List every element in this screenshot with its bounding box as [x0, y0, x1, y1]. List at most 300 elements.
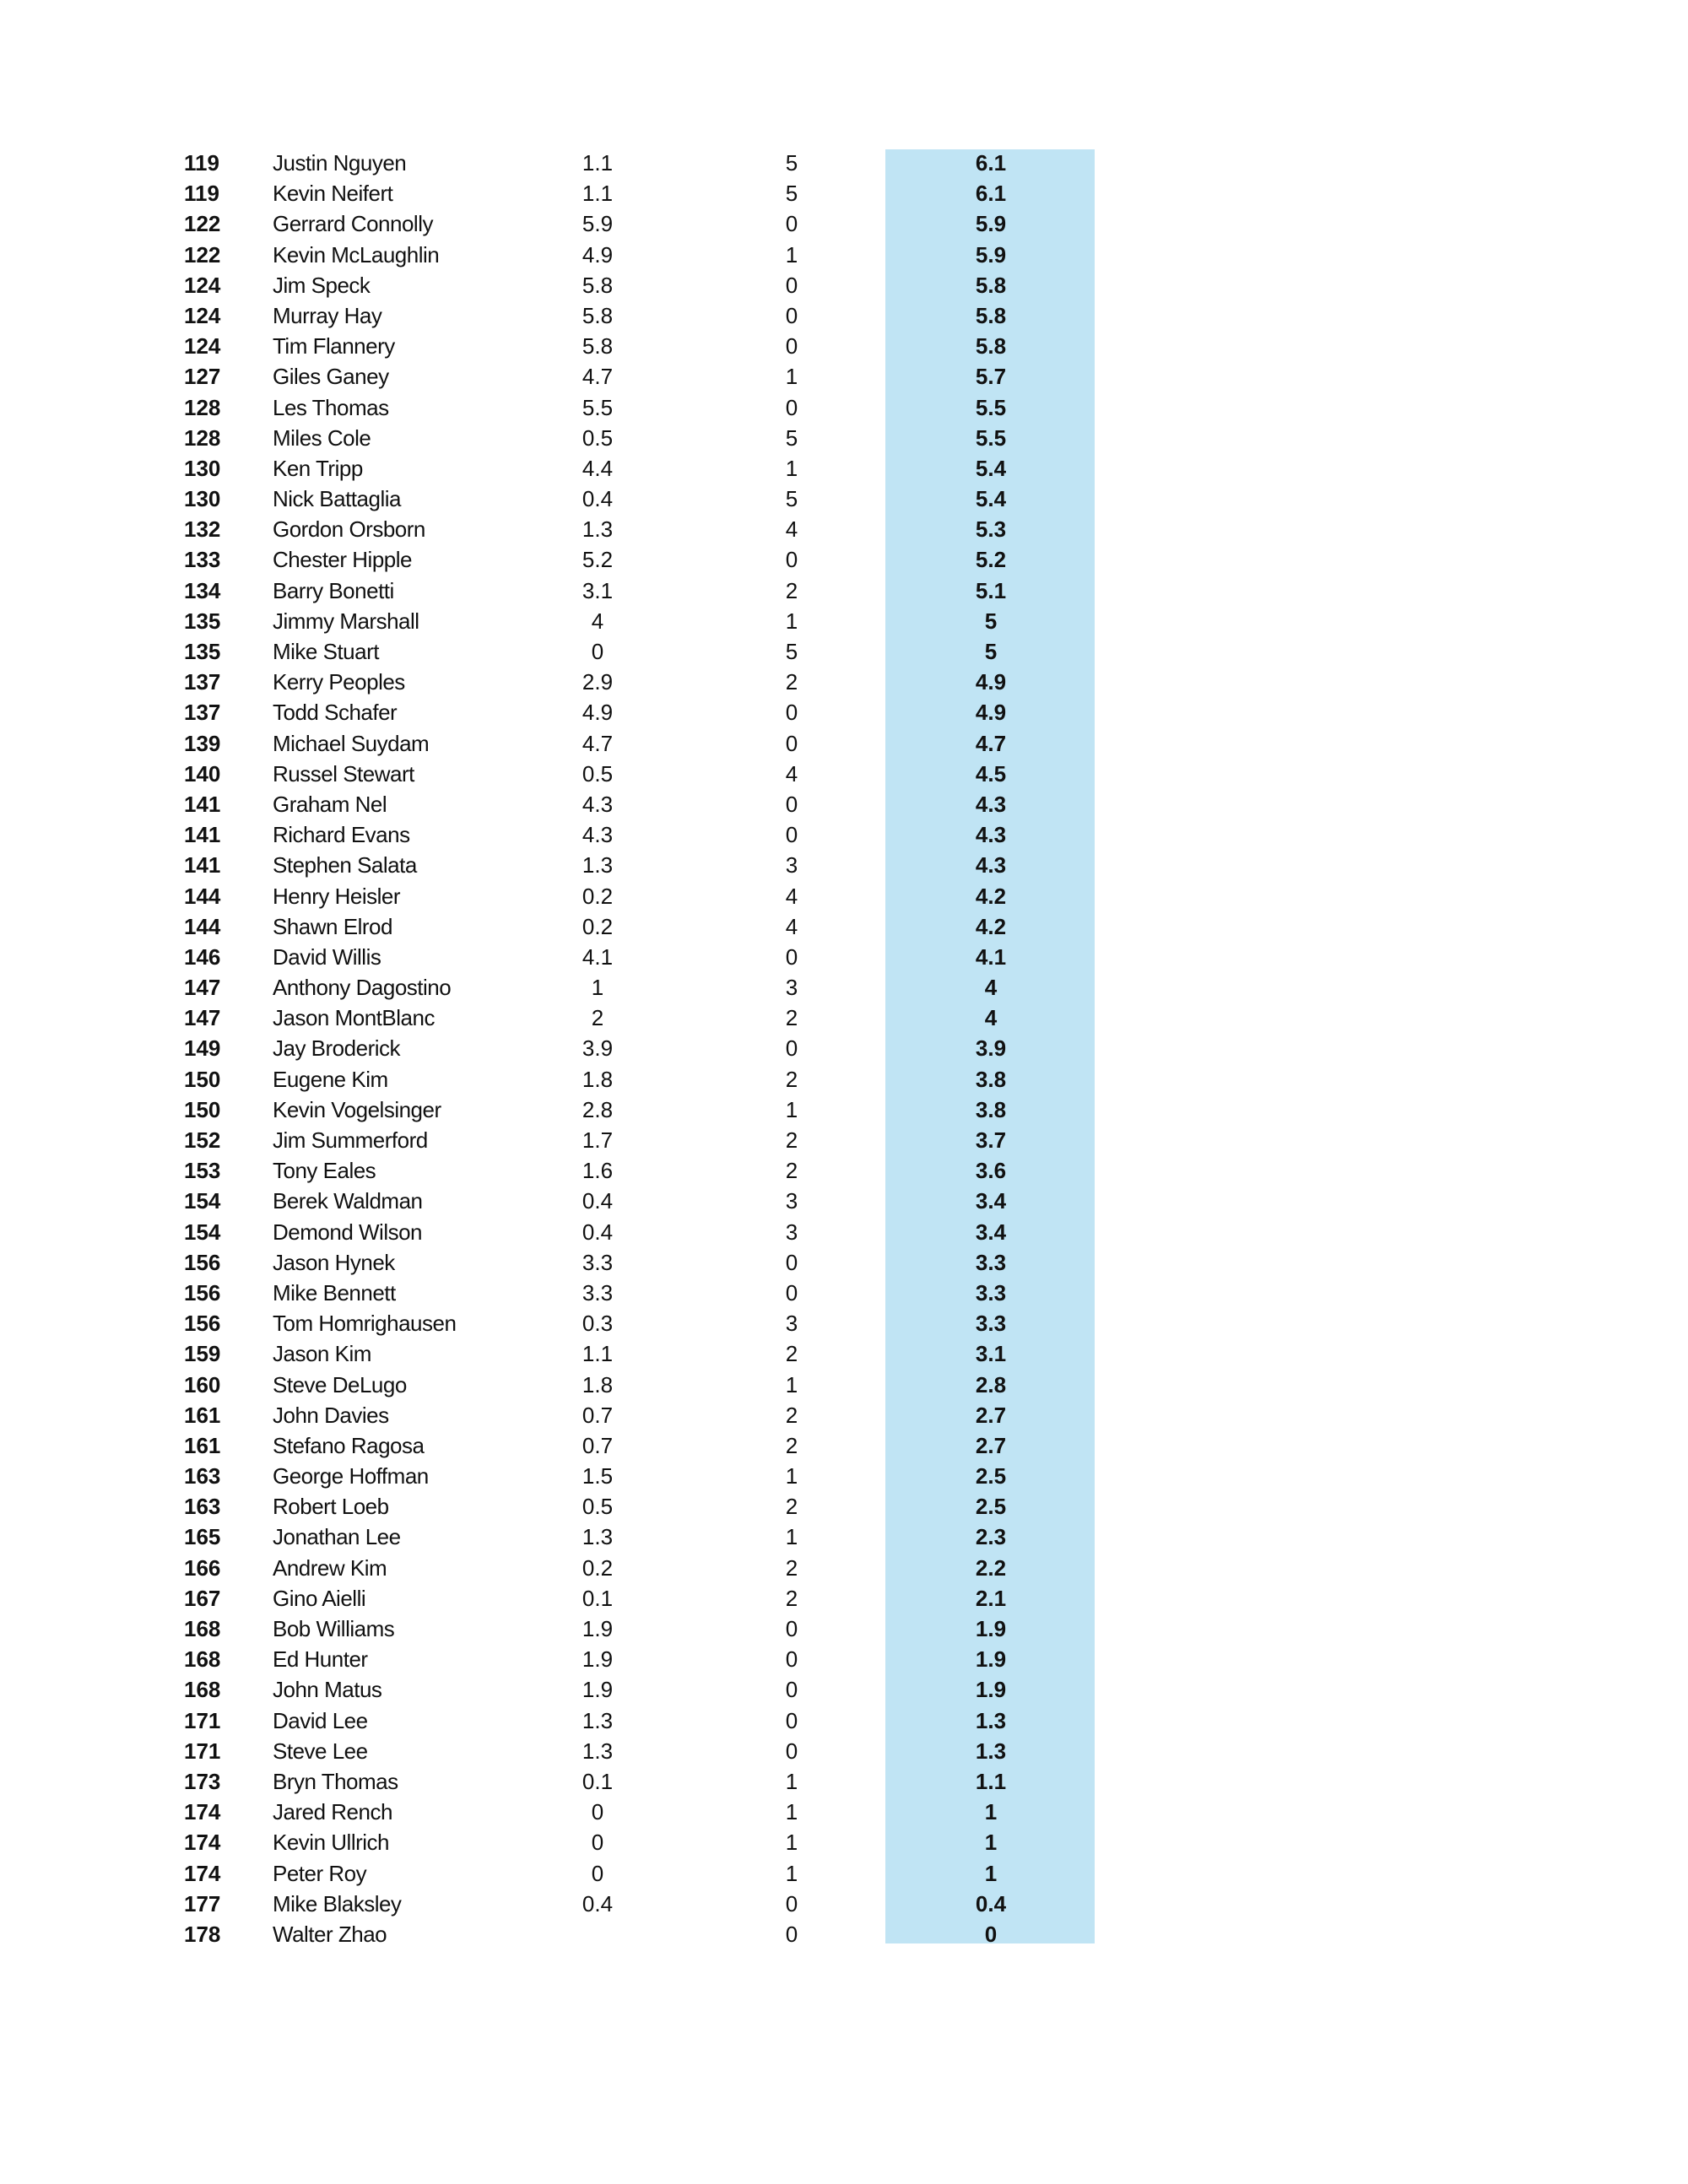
table-row	[0, 850, 1688, 880]
rank-cell: 174	[184, 1799, 221, 1825]
rank-cell: 135	[184, 608, 221, 634]
table-row	[0, 576, 1688, 606]
rank-cell: 134	[184, 577, 221, 603]
standings-table	[0, 148, 1688, 1949]
rank-cell: 137	[184, 669, 221, 695]
score-b-cell: 2	[785, 1585, 798, 1611]
player-name-cell: George Hoffman	[273, 1463, 429, 1489]
rank-cell: 159	[184, 1341, 221, 1367]
table-row	[0, 1797, 1688, 1827]
score-a-cell: 4.9	[582, 700, 614, 726]
rank-cell: 165	[184, 1524, 221, 1550]
score-b-cell: 1	[785, 241, 798, 268]
player-name-cell: Mike Blaksley	[273, 1890, 402, 1916]
table-row	[0, 544, 1688, 575]
total-cell: 1	[984, 1830, 998, 1856]
player-name-cell: Chester Hipple	[273, 547, 412, 573]
player-name-cell: Jason Kim	[273, 1341, 371, 1367]
table-row	[0, 300, 1688, 331]
score-a-cell: 2.8	[582, 1096, 614, 1122]
rank-cell: 127	[184, 364, 221, 390]
table-row	[0, 1491, 1688, 1522]
player-name-cell: Steve DeLugo	[273, 1371, 407, 1397]
rank-cell: 156	[184, 1249, 221, 1275]
score-a-cell: 4.3	[582, 791, 614, 817]
table-row	[0, 1095, 1688, 1125]
total-cell: 0	[984, 1921, 998, 1947]
total-cell: 5.9	[975, 211, 1007, 237]
total-cell: 3.3	[975, 1249, 1007, 1275]
player-name-cell: Graham Nel	[273, 791, 387, 817]
player-name-cell: David Lee	[273, 1707, 368, 1733]
total-cell: 4.1	[975, 943, 1007, 970]
rank-cell: 153	[184, 1158, 221, 1184]
score-a-cell: 0.4	[582, 486, 614, 512]
player-name-cell: Les Thomas	[273, 394, 389, 420]
player-name-cell: Stefano Ragosa	[273, 1432, 425, 1458]
rank-cell: 163	[184, 1494, 221, 1520]
rank-cell: 174	[184, 1860, 221, 1886]
total-cell: 1.3	[975, 1738, 1007, 1764]
table-row	[0, 331, 1688, 361]
table-row	[0, 484, 1688, 514]
score-b-cell: 0	[785, 1738, 798, 1764]
total-cell: 2.5	[975, 1463, 1007, 1489]
table-row	[0, 1370, 1688, 1400]
score-b-cell: 2	[785, 1066, 798, 1092]
rank-cell: 154	[184, 1219, 221, 1245]
rank-cell: 128	[184, 424, 221, 451]
table-row	[0, 1644, 1688, 1674]
player-name-cell: Eugene Kim	[273, 1066, 388, 1092]
score-a-cell: 0.5	[582, 424, 614, 451]
score-b-cell: 4	[785, 883, 798, 909]
rank-cell: 140	[184, 760, 221, 787]
total-cell: 2.5	[975, 1494, 1007, 1520]
score-a-cell: 1.9	[582, 1646, 614, 1673]
total-cell: 2.2	[975, 1554, 1007, 1581]
score-a-cell: 1.3	[582, 1738, 614, 1764]
table-row	[0, 1766, 1688, 1797]
score-b-cell: 5	[785, 639, 798, 664]
table-row	[0, 1827, 1688, 1857]
player-name-cell: Henry Heisler	[273, 883, 400, 909]
score-a-cell: 4.7	[582, 364, 614, 390]
player-name-cell: Michael Suydam	[273, 730, 430, 756]
rank-cell: 174	[184, 1830, 221, 1856]
table-row	[0, 514, 1688, 544]
table-row	[0, 728, 1688, 759]
total-cell: 3.8	[975, 1066, 1007, 1092]
player-name-cell: Shawn Elrod	[273, 913, 392, 939]
score-b-cell: 2	[785, 1341, 798, 1367]
score-b-cell: 1	[785, 364, 798, 390]
total-cell: 5.3	[975, 516, 1007, 543]
score-a-cell: 1.1	[582, 1341, 614, 1367]
score-a-cell: 5.9	[582, 211, 614, 237]
table-row	[0, 667, 1688, 697]
player-name-cell: Ken Tripp	[273, 455, 363, 481]
player-name-cell: Barry Bonetti	[273, 577, 394, 603]
score-a-cell: 1.5	[582, 1463, 614, 1489]
score-b-cell: 4	[785, 516, 798, 543]
score-b-cell: 0	[785, 1279, 798, 1306]
score-b-cell: 0	[785, 943, 798, 970]
player-name-cell: Nick Battaglia	[273, 486, 401, 512]
score-b-cell: 0	[785, 302, 798, 328]
score-b-cell: 0	[785, 333, 798, 359]
total-cell: 6.1	[975, 181, 1007, 207]
score-b-cell: 0	[785, 791, 798, 817]
total-cell: 5.8	[975, 333, 1007, 359]
score-b-cell: 1	[785, 1799, 798, 1825]
rank-cell: 124	[184, 272, 221, 298]
total-cell: 4.9	[975, 669, 1007, 695]
table-row	[0, 361, 1688, 392]
table-row	[0, 881, 1688, 911]
player-name-cell: Richard Evans	[273, 822, 410, 848]
score-b-cell: 4	[785, 760, 798, 787]
player-name-cell: Jay Broderick	[273, 1035, 400, 1062]
score-b-cell: 1	[785, 1096, 798, 1122]
table-row	[0, 1522, 1688, 1552]
player-name-cell: Kevin Vogelsinger	[273, 1096, 441, 1122]
rank-cell: 119	[184, 150, 219, 176]
score-a-cell: 5.2	[582, 547, 614, 573]
rank-cell: 156	[184, 1279, 221, 1306]
player-name-cell: Todd Schafer	[273, 700, 398, 726]
rank-cell: 161	[184, 1432, 221, 1458]
player-name-cell: Mike Bennett	[273, 1279, 396, 1306]
score-b-cell: 2	[785, 1402, 798, 1428]
rank-cell: 139	[184, 730, 221, 756]
score-b-cell: 1	[785, 1524, 798, 1550]
score-a-cell: 1.7	[582, 1127, 614, 1153]
score-a-cell: 3.3	[582, 1279, 614, 1306]
table-row	[0, 759, 1688, 789]
score-b-cell: 0	[785, 700, 798, 726]
score-a-cell: 4.7	[582, 730, 614, 756]
player-name-cell: Walter Zhao	[273, 1921, 387, 1947]
table-row	[0, 697, 1688, 727]
score-a-cell: 0.3	[582, 1311, 614, 1337]
score-a-cell: 0.2	[582, 913, 614, 939]
total-cell: 2.7	[975, 1402, 1007, 1428]
total-cell: 5.1	[975, 577, 1007, 603]
player-name-cell: Jared Rench	[273, 1799, 392, 1825]
player-name-cell: David Willis	[273, 943, 381, 970]
player-name-cell: Kevin Ullrich	[273, 1830, 389, 1856]
total-cell: 1	[984, 1799, 998, 1825]
player-name-cell: Russel Stewart	[273, 760, 414, 787]
rank-cell: 166	[184, 1554, 221, 1581]
total-cell: 1	[984, 1860, 998, 1886]
player-name-cell: Jonathan Lee	[273, 1524, 401, 1550]
score-b-cell: 0	[785, 730, 798, 756]
player-name-cell: Anthony Dagostino	[273, 975, 452, 1001]
table-row	[0, 423, 1688, 453]
total-cell: 3.4	[975, 1219, 1007, 1245]
score-b-cell: 1	[785, 1860, 798, 1886]
table-row	[0, 636, 1688, 667]
score-a-cell: 1.1	[582, 181, 614, 207]
total-cell: 5	[984, 608, 998, 634]
player-name-cell: Demond Wilson	[273, 1219, 423, 1245]
player-name-cell: Tony Eales	[273, 1158, 376, 1184]
total-cell: 3.8	[975, 1096, 1007, 1122]
score-b-cell: 0	[785, 1035, 798, 1062]
table-row	[0, 1033, 1688, 1063]
table-row	[0, 1919, 1688, 1949]
total-cell: 1.9	[975, 1616, 1007, 1641]
rank-cell: 124	[184, 333, 221, 359]
table-row	[0, 453, 1688, 484]
table-row	[0, 1583, 1688, 1614]
total-cell: 4.9	[975, 700, 1007, 726]
player-name-cell: Tim Flannery	[273, 333, 395, 359]
total-cell: 5.9	[975, 241, 1007, 268]
score-a-cell: 3.3	[582, 1249, 614, 1275]
rank-cell: 124	[184, 302, 221, 328]
score-a-cell: 0.2	[582, 1554, 614, 1581]
score-a-cell: 1	[591, 975, 604, 1001]
rank-cell: 150	[184, 1066, 221, 1092]
score-b-cell: 5	[785, 424, 798, 451]
table-row	[0, 1889, 1688, 1919]
score-a-cell: 1.9	[582, 1616, 614, 1641]
table-row	[0, 1553, 1688, 1583]
rank-cell: 167	[184, 1585, 221, 1611]
score-b-cell: 2	[785, 1158, 798, 1184]
table-row	[0, 911, 1688, 942]
total-cell: 2.1	[975, 1585, 1007, 1611]
total-cell: 5.2	[975, 547, 1007, 573]
player-name-cell: Gino Aielli	[273, 1585, 366, 1611]
rank-cell: 150	[184, 1096, 221, 1122]
total-cell: 3.7	[975, 1127, 1007, 1153]
score-a-cell: 0.7	[582, 1432, 614, 1458]
score-b-cell: 0	[785, 272, 798, 298]
player-name-cell: Kerry Peoples	[273, 669, 405, 695]
rank-cell: 141	[184, 822, 221, 848]
score-b-cell: 1	[785, 1830, 798, 1856]
player-name-cell: Stephen Salata	[273, 852, 417, 878]
score-a-cell: 4.4	[582, 455, 614, 481]
rank-cell: 135	[184, 639, 221, 664]
score-b-cell: 0	[785, 1249, 798, 1275]
score-a-cell: 3.9	[582, 1035, 614, 1062]
total-cell: 4	[984, 1005, 998, 1031]
score-a-cell: 0.2	[582, 883, 614, 909]
table-row	[0, 1706, 1688, 1736]
player-name-cell: Gerrard Connolly	[273, 211, 433, 237]
score-b-cell: 2	[785, 1554, 798, 1581]
table-row	[0, 1461, 1688, 1491]
score-a-cell: 1.3	[582, 1707, 614, 1733]
total-cell: 4.2	[975, 883, 1007, 909]
score-b-cell: 0	[785, 1890, 798, 1916]
rank-cell: 147	[184, 1005, 221, 1031]
score-b-cell: 2	[785, 1005, 798, 1031]
table-row	[0, 1400, 1688, 1430]
rank-cell: 133	[184, 547, 221, 573]
score-a-cell: 1.3	[582, 1524, 614, 1550]
table-row	[0, 240, 1688, 270]
total-cell: 1.1	[975, 1768, 1007, 1794]
rank-cell: 171	[184, 1738, 221, 1764]
score-b-cell: 1	[785, 608, 798, 634]
score-a-cell: 1.9	[582, 1677, 614, 1703]
table-row	[0, 1155, 1688, 1186]
score-a-cell: 5.8	[582, 333, 614, 359]
table-row	[0, 972, 1688, 1003]
player-name-cell: Jim Summerford	[273, 1127, 428, 1153]
total-cell: 4.5	[975, 760, 1007, 787]
score-b-cell: 0	[785, 1921, 798, 1947]
player-name-cell: Murray Hay	[273, 302, 382, 328]
player-name-cell: Andrew Kim	[273, 1554, 387, 1581]
rank-cell: 141	[184, 852, 221, 878]
player-name-cell: Jason Hynek	[273, 1249, 395, 1275]
player-name-cell: Tom Homrighausen	[273, 1311, 457, 1337]
score-a-cell: 3.1	[582, 577, 614, 603]
total-cell: 4.3	[975, 852, 1007, 878]
score-b-cell: 0	[785, 1707, 798, 1733]
score-b-cell: 0	[785, 1616, 798, 1641]
score-a-cell: 0.4	[582, 1890, 614, 1916]
score-b-cell: 5	[785, 486, 798, 512]
total-cell: 5.4	[975, 455, 1007, 481]
score-b-cell: 1	[785, 1768, 798, 1794]
player-name-cell: Jim Speck	[273, 272, 371, 298]
score-a-cell: 4.9	[582, 241, 614, 268]
rank-cell: 156	[184, 1311, 221, 1337]
score-a-cell: 5.5	[582, 394, 614, 420]
total-cell: 5.5	[975, 424, 1007, 451]
score-b-cell: 4	[785, 913, 798, 939]
player-name-cell: Kevin McLaughlin	[273, 241, 440, 268]
total-cell: 3.3	[975, 1279, 1007, 1306]
player-name-cell: Jason MontBlanc	[273, 1005, 435, 1031]
total-cell: 2.8	[975, 1371, 1007, 1397]
player-name-cell: Peter Roy	[273, 1860, 367, 1886]
table-row	[0, 1858, 1688, 1889]
total-cell: 5.7	[975, 364, 1007, 390]
score-b-cell: 0	[785, 1677, 798, 1703]
rank-cell: 137	[184, 700, 221, 726]
total-cell: 5	[984, 639, 998, 664]
score-a-cell: 0	[591, 1860, 604, 1886]
rank-cell: 173	[184, 1768, 221, 1794]
rank-cell: 122	[184, 241, 221, 268]
total-cell: 3.6	[975, 1158, 1007, 1184]
score-b-cell: 2	[785, 669, 798, 695]
rank-cell: 163	[184, 1463, 221, 1489]
total-cell: 5.8	[975, 302, 1007, 328]
score-b-cell: 0	[785, 547, 798, 573]
score-a-cell: 4	[591, 608, 604, 634]
score-a-cell: 1.3	[582, 516, 614, 543]
total-cell: 4.3	[975, 791, 1007, 817]
score-a-cell: 5.8	[582, 272, 614, 298]
rank-cell: 130	[184, 455, 221, 481]
score-a-cell: 2	[591, 1005, 604, 1031]
rank-cell: 147	[184, 975, 221, 1001]
table-row	[0, 1736, 1688, 1766]
table-row	[0, 392, 1688, 423]
score-b-cell: 5	[785, 150, 798, 176]
total-cell: 3.1	[975, 1341, 1007, 1367]
score-b-cell: 3	[785, 1311, 798, 1337]
total-cell: 3.4	[975, 1188, 1007, 1214]
score-a-cell: 0.4	[582, 1219, 614, 1245]
score-b-cell: 1	[785, 455, 798, 481]
score-a-cell: 0.1	[582, 1585, 614, 1611]
table-row	[0, 270, 1688, 300]
score-a-cell: 4.3	[582, 822, 614, 848]
score-b-cell: 2	[785, 1494, 798, 1520]
score-a-cell: 1.3	[582, 852, 614, 878]
total-cell: 2.3	[975, 1524, 1007, 1550]
score-b-cell: 1	[785, 1371, 798, 1397]
score-a-cell: 1.1	[582, 150, 614, 176]
player-name-cell: Ed Hunter	[273, 1646, 368, 1673]
player-name-cell: Jimmy Marshall	[273, 608, 419, 634]
player-name-cell: Steve Lee	[273, 1738, 368, 1764]
rank-cell: 168	[184, 1646, 221, 1673]
rank-cell: 146	[184, 943, 221, 970]
score-b-cell: 0	[785, 822, 798, 848]
rank-cell: 119	[184, 181, 219, 207]
total-cell: 4.2	[975, 913, 1007, 939]
score-a-cell: 0.1	[582, 1768, 614, 1794]
rank-cell: 141	[184, 791, 221, 817]
score-b-cell: 1	[785, 1463, 798, 1489]
player-name-cell: Gordon Orsborn	[273, 516, 425, 543]
table-row	[0, 606, 1688, 636]
score-b-cell: 0	[785, 1646, 798, 1673]
rank-cell: 122	[184, 211, 221, 237]
score-a-cell: 0.5	[582, 1494, 614, 1520]
score-a-cell: 0	[591, 1799, 604, 1825]
player-name-cell: Robert Loeb	[273, 1494, 389, 1520]
score-b-cell: 0	[785, 394, 798, 420]
score-b-cell: 2	[785, 577, 798, 603]
total-cell: 4	[984, 975, 998, 1001]
score-a-cell: 1.6	[582, 1158, 614, 1184]
score-a-cell: 0	[591, 1830, 604, 1856]
rank-cell: 152	[184, 1127, 221, 1153]
score-a-cell: 4.1	[582, 943, 614, 970]
total-cell: 1.3	[975, 1707, 1007, 1733]
score-a-cell: 5.8	[582, 302, 614, 328]
rank-cell: 144	[184, 913, 221, 939]
player-name-cell: John Davies	[273, 1402, 389, 1428]
rank-cell: 144	[184, 883, 221, 909]
table-row	[0, 1125, 1688, 1155]
table-row	[0, 1064, 1688, 1095]
score-a-cell: 0	[591, 639, 604, 664]
rank-cell: 149	[184, 1035, 221, 1062]
table-row	[0, 1338, 1688, 1369]
score-a-cell: 0.7	[582, 1402, 614, 1428]
table-row	[0, 1186, 1688, 1216]
total-cell: 1.9	[975, 1646, 1007, 1673]
score-b-cell: 3	[785, 852, 798, 878]
score-a-cell: 1.8	[582, 1371, 614, 1397]
table-row	[0, 1430, 1688, 1461]
rank-cell: 177	[184, 1890, 221, 1916]
